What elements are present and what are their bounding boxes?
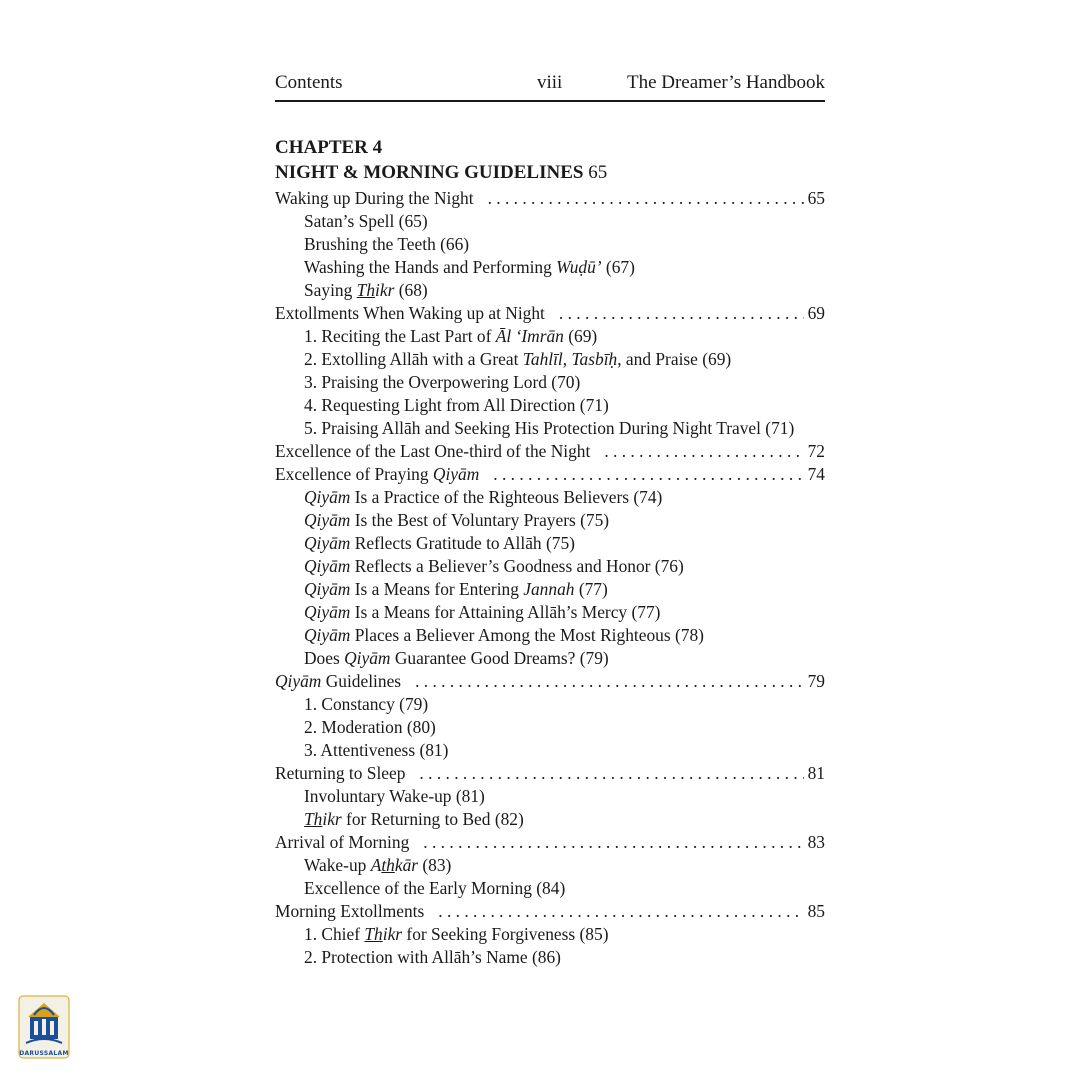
toc-text: Qiyām <box>304 556 351 576</box>
toc-entry-label <box>275 762 405 785</box>
toc-text: Wake-up <box>304 855 371 875</box>
toc-text: Washing the Hands and Performing <box>304 257 557 277</box>
toc-entry-label <box>275 187 474 210</box>
toc-entry-label <box>304 234 469 254</box>
toc-subentry <box>275 256 825 279</box>
running-head-section: Contents <box>275 72 343 93</box>
toc-subentry <box>275 417 825 440</box>
toc-text: Qiyām <box>304 579 351 599</box>
toc-section-entry <box>275 900 825 923</box>
toc-text: kār <box>394 855 419 875</box>
toc-section-entry <box>275 187 825 210</box>
toc-subentry <box>275 279 825 302</box>
toc-text: 2. Moderation (80) <box>304 717 436 737</box>
toc-entry-label <box>275 463 479 486</box>
toc-entry-label <box>275 302 545 325</box>
toc-entry-label <box>304 878 565 898</box>
toc-page-number: 69 <box>807 303 825 323</box>
toc-text: Saying <box>304 280 357 300</box>
toc-entry-label <box>304 487 662 507</box>
toc-text: Is the Best of Voluntary Prayers (75) <box>350 510 610 530</box>
toc-text: 2. Extolling Allāh with a Great <box>304 349 523 369</box>
toc-subentry <box>275 693 825 716</box>
toc-subentry <box>275 647 825 670</box>
book-page <box>275 60 825 969</box>
toc-subentry <box>275 486 825 509</box>
chapter-heading <box>275 135 825 185</box>
toc-text: Tasbīḥ <box>571 349 618 369</box>
toc-entry-label <box>304 924 608 944</box>
toc-section-entry <box>275 440 825 463</box>
toc-entry-label <box>304 418 794 438</box>
dot-leader <box>604 440 803 463</box>
toc-entry-label <box>304 349 731 369</box>
book-title: The Dreamer’s Handbook <box>626 72 825 93</box>
toc-text: Wuḍū’ <box>556 257 602 277</box>
toc-entry-label <box>304 326 597 346</box>
toc-subentry <box>275 532 825 555</box>
toc-subentry <box>275 716 825 739</box>
toc-text: Arrival of Morning <box>275 832 410 852</box>
toc-text: Jannah <box>523 579 575 599</box>
toc-entry-label <box>304 786 485 806</box>
dot-leader <box>423 831 803 854</box>
toc-subentry <box>275 808 825 831</box>
toc-subentry <box>275 555 825 578</box>
toc-text: (67) <box>601 257 635 277</box>
chapter-page: 65 <box>588 162 608 183</box>
dot-leader <box>488 187 804 210</box>
toc-subentry <box>275 624 825 647</box>
toc-text: for Seeking Forgiveness (85) <box>402 924 609 944</box>
toc-text: Is a Practice of the Righteous Believers (74) <box>350 487 663 507</box>
toc-text: Guidelines <box>321 671 402 691</box>
toc-entry-label <box>275 831 409 854</box>
toc-text: (69) <box>563 326 598 346</box>
toc-entry-label <box>304 579 608 599</box>
toc-text: Excellence of the Last One-third of the Night <box>275 441 591 461</box>
toc-text: for Returning to Bed (82) <box>341 809 524 829</box>
toc-text: 3. Praising the Overpowering Lord (70) <box>304 372 581 392</box>
toc-text: (68) <box>394 280 428 300</box>
toc-text: (77) <box>574 579 608 599</box>
page-number: viii <box>537 72 563 93</box>
toc-section-entry <box>275 762 825 785</box>
toc-text: Th <box>356 280 376 300</box>
toc-text: Satan’s Spell (65) <box>304 211 428 231</box>
dot-leader <box>559 302 804 325</box>
toc-text: Morning Extollments <box>275 901 425 921</box>
toc-section-entry <box>275 302 825 325</box>
toc-text: 5. Praising Allāh and Seeking His Protection During Night Travel (71) <box>304 418 795 438</box>
logo-label: DARUSSALAM <box>19 1050 69 1057</box>
toc-text: Qiyām <box>304 625 351 645</box>
toc-subentry <box>275 371 825 394</box>
toc-text: ikr <box>382 924 403 944</box>
toc-text: 2. Protection with Allāh’s Name (86) <box>304 947 561 967</box>
toc-entry-label <box>304 717 436 737</box>
toc-text: Involuntary Wake-up (81) <box>304 786 485 806</box>
toc-entry-label <box>304 809 524 829</box>
toc-text: th <box>381 855 395 875</box>
chapter-title: NIGHT & MORNING GUIDELINES <box>275 162 584 183</box>
toc-entry-label <box>304 625 704 645</box>
toc-text: Reflects a Believer’s Goodness and Honor (76) <box>350 556 684 576</box>
toc-text: 1. Reciting the Last Part of <box>304 326 496 346</box>
toc-text: Th <box>304 809 323 829</box>
toc-subentry <box>275 854 825 877</box>
toc-page-number: 85 <box>807 901 825 921</box>
toc-text: Qiyām <box>304 510 351 530</box>
chapter-label: CHAPTER 4 <box>275 137 383 158</box>
toc-text: Excellence of Praying <box>275 464 433 484</box>
toc-text: A <box>370 855 382 875</box>
toc-entry-label <box>275 670 401 693</box>
toc-page-number: 83 <box>807 832 825 852</box>
toc-entry-label <box>304 372 580 392</box>
toc-subentry <box>275 946 825 969</box>
toc-text: , and Praise (69) <box>617 349 732 369</box>
dot-leader <box>419 762 803 785</box>
toc-text: 1. Constancy (79) <box>304 694 429 714</box>
toc-text: Extollments When Waking up at Night <box>275 303 545 323</box>
toc-entry-label <box>304 510 609 530</box>
toc-page-number: 81 <box>807 763 825 783</box>
toc-text: Āl ‘Imrān <box>495 326 564 346</box>
toc-entry-label <box>304 533 575 553</box>
toc-text: Tahlīl <box>522 349 563 369</box>
toc-text: Is a Means for Entering <box>350 579 524 599</box>
toc-text: Is a Means for Attaining Allāh’s Mercy (77) <box>350 602 661 622</box>
toc-entry-label <box>275 440 590 463</box>
toc-text: Places a Believer Among the Most Righteous (78) <box>350 625 704 645</box>
toc-text: Brushing the Teeth (66) <box>304 234 470 254</box>
toc-entry-label <box>304 211 428 231</box>
toc-subentry <box>275 210 825 233</box>
toc-entry-label <box>275 900 424 923</box>
toc-text: Qiyām <box>344 648 391 668</box>
toc-text: Th <box>364 924 383 944</box>
toc-section-entry <box>275 831 825 854</box>
table-of-contents <box>275 187 825 969</box>
toc-text: , <box>562 349 572 369</box>
toc-entry-label <box>304 947 561 967</box>
toc-text: Qiyām <box>304 487 351 507</box>
toc-text: Qiyām <box>432 464 480 484</box>
toc-subentry <box>275 233 825 256</box>
toc-entry-label <box>304 395 609 415</box>
toc-page-number: 74 <box>807 464 825 484</box>
toc-text: Qiyām <box>304 533 351 553</box>
toc-entry-label <box>304 280 428 300</box>
toc-page-number: 79 <box>807 671 825 691</box>
toc-subentry <box>275 509 825 532</box>
toc-page-number: 72 <box>807 441 825 461</box>
toc-entry-label <box>304 602 660 622</box>
toc-text: Waking up During the Night <box>275 188 474 208</box>
toc-entry-label <box>304 694 428 714</box>
toc-text: Qiyām <box>304 602 351 622</box>
toc-subentry <box>275 785 825 808</box>
toc-text: (83) <box>418 855 452 875</box>
toc-section-entry <box>275 463 825 486</box>
toc-text: Qiyām <box>275 671 322 691</box>
toc-entry-label <box>304 648 609 668</box>
toc-text: Returning to Sleep <box>275 763 406 783</box>
toc-text: ikr <box>322 809 342 829</box>
running-head <box>275 60 825 102</box>
toc-subentry <box>275 601 825 624</box>
toc-text: Does <box>304 648 345 668</box>
toc-subentry <box>275 578 825 601</box>
chapter-title-line <box>275 160 825 185</box>
toc-text: 3. Attentiveness (81) <box>304 740 449 760</box>
toc-page-number: 65 <box>807 188 825 208</box>
toc-entry-label <box>304 556 684 576</box>
toc-subentry <box>275 325 825 348</box>
toc-text: Excellence of the Early Morning (84) <box>304 878 566 898</box>
toc-text: Guarantee Good Dreams? (79) <box>390 648 609 668</box>
toc-subentry <box>275 739 825 762</box>
toc-text: Reflects Gratitude to Allāh (75) <box>350 533 575 553</box>
dot-leader <box>493 463 803 486</box>
toc-entry-label <box>304 257 635 277</box>
dot-leader <box>415 670 804 693</box>
toc-subentry <box>275 348 825 371</box>
dot-leader <box>438 900 803 923</box>
toc-entry-label <box>304 740 448 760</box>
toc-text: ikr <box>375 280 395 300</box>
toc-subentry <box>275 394 825 417</box>
toc-text: 4. Requesting Light from All Direction (71) <box>304 395 609 415</box>
toc-subentry <box>275 923 825 946</box>
toc-text: 1. Chief <box>304 924 365 944</box>
toc-entry-label <box>304 855 451 875</box>
toc-subentry <box>275 877 825 900</box>
toc-section-entry <box>275 670 825 693</box>
